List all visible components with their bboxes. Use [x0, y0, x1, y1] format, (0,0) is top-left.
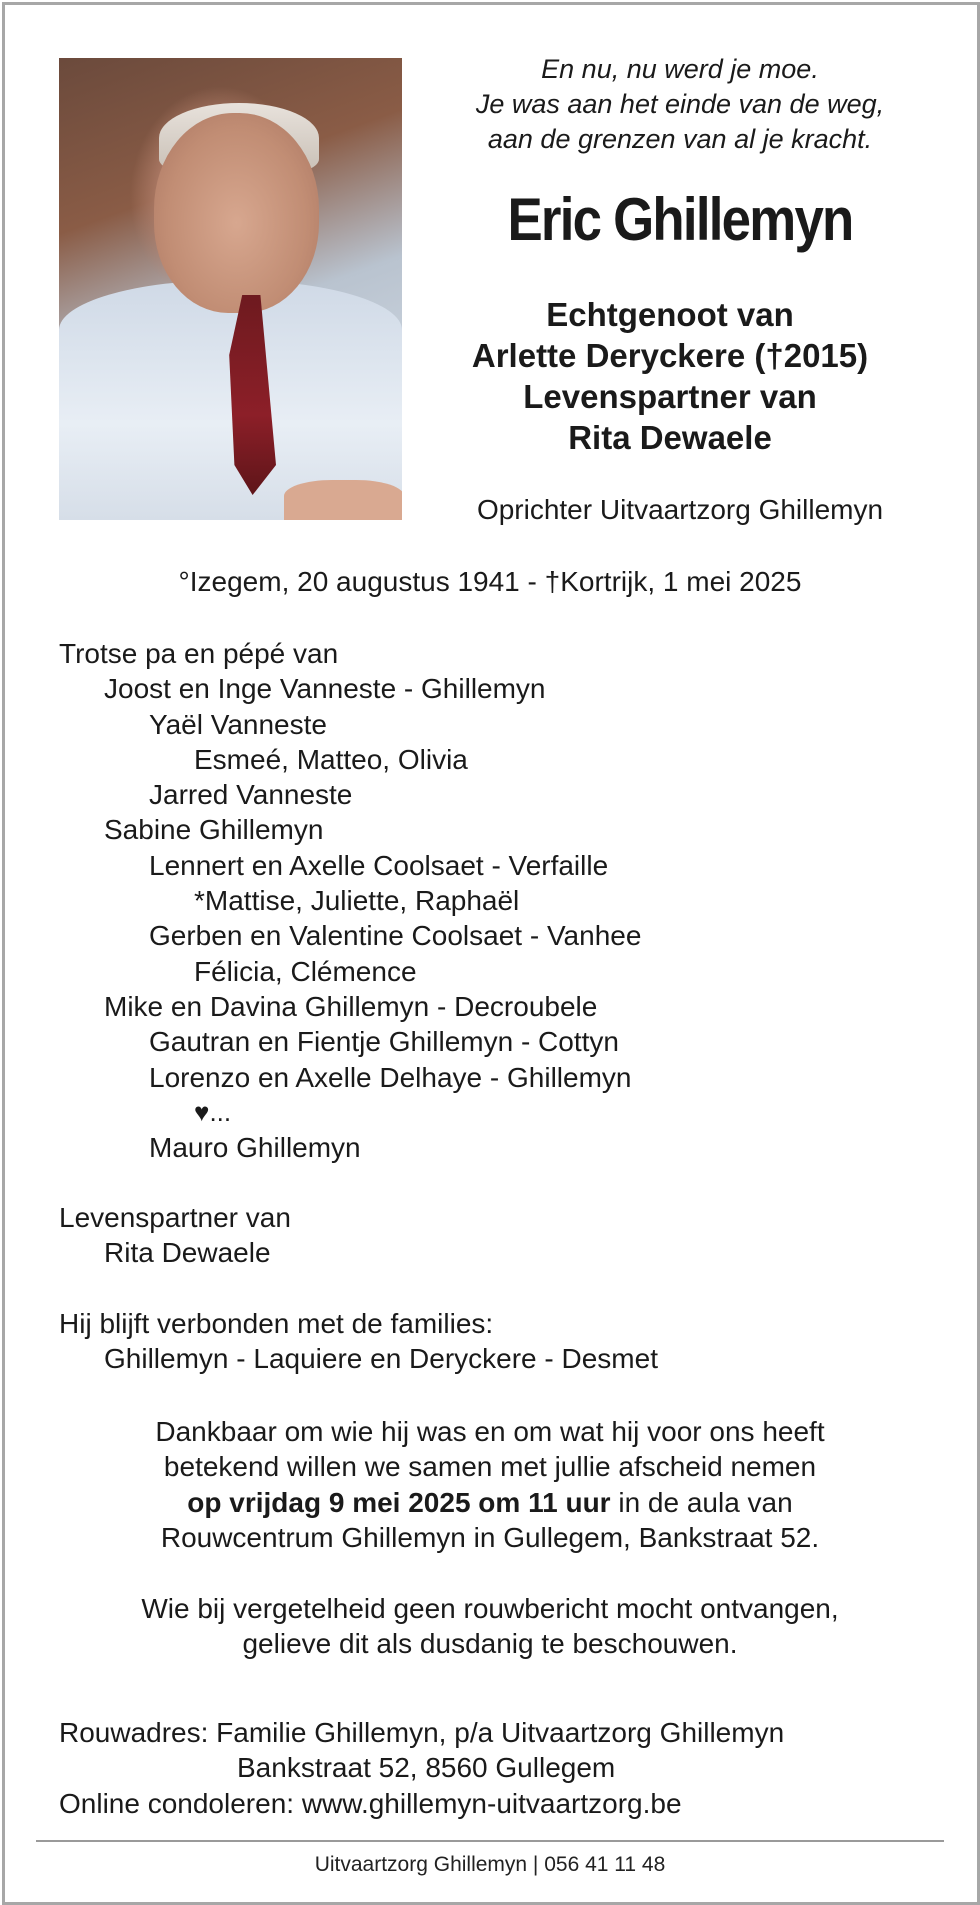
birth-death-dates: °Izegem, 20 augustus 1941 - †Kortrijk, 1 mei 2025	[178, 566, 802, 597]
portrait-photo	[59, 58, 402, 520]
family-member: Gerben en Valentine Coolsaet - Vanhee	[149, 920, 642, 952]
family-member: Lorenzo en Axelle Delhaye - Ghillemyn	[149, 1061, 632, 1093]
notice-line: Wie bij vergetelheid geen rouwbericht mocht ontvangen,	[141, 1593, 839, 1624]
address-line: Rouwadres: Familie Ghillemyn, p/a Uitvaartzorg Ghillemyn	[59, 1717, 785, 1748]
spouse-line: Levenspartner van	[523, 378, 817, 415]
spouse-line: Arlette Deryckere (†2015)	[471, 337, 869, 374]
notice-block	[59, 1591, 921, 1662]
footer: Uitvaartzorg Ghillemyn | 056 41 11 48	[314, 1853, 666, 1876]
poem-line: aan de grenzen van al je kracht.	[487, 124, 873, 154]
portrait-hand	[284, 480, 402, 520]
ceremony-line	[59, 1485, 921, 1520]
portrait-face	[154, 113, 319, 313]
family-member: Yaël Vanneste	[149, 708, 327, 740]
address-line: Bankstraat 52, 8560 Gullegem	[237, 1752, 616, 1784]
ceremony-location-intro: in de aula van	[610, 1486, 793, 1518]
heart-icon: ♥...	[194, 1096, 232, 1127]
partner-label: Levenspartner van	[59, 1202, 291, 1233]
families-names: Ghillemyn - Laquiere en Deryckere - Desmet	[104, 1343, 658, 1375]
ceremony-block	[59, 1414, 921, 1555]
poem-line: En nu, nu werd je moe.	[541, 54, 819, 84]
family-member: Félicia, Clémence	[194, 955, 417, 987]
poem	[420, 52, 940, 157]
spouse-line: Rita Dewaele	[568, 419, 772, 456]
family-member: Gautran en Fientje Ghillemyn - Cottyn	[149, 1026, 619, 1058]
address-block	[59, 1715, 929, 1821]
notice-line: gelieve dit als dusdanig te beschouwen.	[242, 1628, 738, 1660]
family-member: Lennert en Axelle Coolsaet - Verfaille	[149, 849, 609, 881]
family-member: *Mattise, Juliette, Raphaël	[194, 885, 520, 917]
family-member: Mauro Ghillemyn	[149, 1132, 361, 1164]
family-intro: Trotse pa en pépé van	[59, 638, 339, 669]
spouse-line: Echtgenoot van	[546, 296, 794, 333]
condolence-line: Online condoleren: www.ghillemyn-uitvaartzorg.be	[59, 1787, 682, 1819]
poem-line: Je was aan het einde van de weg,	[475, 89, 885, 119]
families-label: Hij blijft verbonden met de families:	[59, 1308, 494, 1339]
families-block	[59, 1306, 929, 1377]
ceremony-line: betekend willen we samen met jullie afscheid nemen	[163, 1451, 817, 1483]
family-member: Joost en Inge Vanneste - Ghillemyn	[104, 673, 546, 705]
family-member: Esmeé, Matteo, Olivia	[194, 743, 468, 775]
partner-block	[59, 1200, 929, 1271]
partner-name: Rita Dewaele	[104, 1237, 271, 1269]
family-list	[59, 636, 929, 1165]
footer-divider	[36, 1840, 944, 1842]
family-member: Sabine Ghillemyn	[104, 814, 324, 846]
ceremony-line: Rouwcentrum Ghillemyn in Gullegem, Bankstraat 52.	[160, 1521, 820, 1553]
ceremony-line: Dankbaar om wie hij was en om wat hij voor ons heeft	[155, 1416, 825, 1447]
family-member: Jarred Vanneste	[149, 779, 353, 811]
deceased-name: Eric Ghillemyn	[507, 186, 853, 253]
family-member: Mike en Davina Ghillemyn - Decroubele	[104, 990, 598, 1022]
spouse-block	[420, 294, 920, 458]
founder-line: Oprichter Uitvaartzorg Ghillemyn	[476, 494, 884, 525]
ceremony-datetime: op vrijdag 9 mei 2025 om 11 uur	[187, 1486, 611, 1518]
